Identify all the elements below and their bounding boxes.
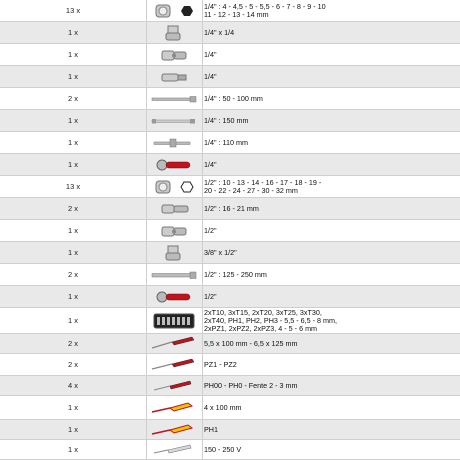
quantity: 1 x (67, 226, 78, 235)
table-row (0, 440, 460, 460)
description: 1/4" : 50 - 100 mm (204, 93, 263, 103)
table-row (0, 308, 460, 334)
quantity: 1 x (67, 425, 78, 434)
description: 1/4" : 110 mm (204, 137, 248, 147)
quantity: 1 x (67, 403, 78, 412)
quantity: 1 x (67, 292, 78, 301)
ratchet-icon (146, 154, 202, 175)
table-row (0, 354, 460, 376)
table-row (0, 264, 460, 286)
table-row (0, 66, 460, 88)
table-row (0, 0, 460, 22)
description: 2xT10, 3xT15, 2xT20, 3xT25, 3xT30, 2xT40, PH1, PH2, PH3 - 5,5 - 6,5 - 8 mm, 2xPZ1, 2xPZ2, 2xPZ3, 4 - 5 - 6 mm (204, 307, 338, 333)
table-row (0, 376, 460, 396)
table-row (0, 396, 460, 420)
description: 1/4" (204, 49, 217, 59)
table-row (0, 198, 460, 220)
adapter-icon (146, 22, 202, 43)
description: PH00 - PH0 - Fente 2 - 3 mm (204, 380, 298, 390)
bit-set-icon (146, 308, 202, 333)
description: 3/8" x 1/2" (204, 247, 237, 257)
quantity: 4 x (67, 381, 78, 390)
table-row (0, 154, 460, 176)
table-row (0, 220, 460, 242)
hex-socket-icon (146, 0, 202, 21)
universal-joint-icon (146, 44, 202, 65)
quantity: 2 x (67, 270, 78, 279)
spark-plug-socket-icon (146, 198, 202, 219)
table-row (0, 110, 460, 132)
quantity: 1 x (67, 316, 78, 325)
quantity: 2 x (67, 204, 78, 213)
quantity: 1 x (67, 28, 78, 37)
description: 1/2" (204, 225, 217, 235)
t-bar-icon (146, 132, 202, 153)
pozidriv-screwdriver-icon (146, 354, 202, 375)
table-row (0, 44, 460, 66)
flat-screwdriver-icon (146, 334, 202, 353)
table-row (0, 420, 460, 440)
hex-socket-icon (146, 176, 202, 197)
description: 1/2" : 10 - 13 - 14 - 16 - 17 - 18 - 19 - 20 - 22 - 24 - 27 - 30 - 32 mm (204, 177, 322, 195)
spinner-handle-icon (146, 66, 202, 87)
description: PZ1 - PZ2 (204, 359, 237, 369)
quantity: 1 x (67, 160, 78, 169)
description: 1/4" x 1/4 (204, 27, 235, 37)
quantity: 13 x (65, 6, 81, 15)
description: 1/2" : 125 - 250 mm (204, 269, 267, 279)
table-row (0, 22, 460, 44)
description: PH1 (204, 424, 218, 434)
table-row (0, 334, 460, 354)
table-row (0, 176, 460, 198)
column-divider (146, 0, 147, 460)
quantity: 2 x (67, 360, 78, 369)
quantity: 1 x (67, 50, 78, 59)
flex-extension-icon (146, 110, 202, 131)
description: 1/2" : 16 - 21 mm (204, 203, 259, 213)
table-row (0, 132, 460, 154)
description: 1/4" (204, 159, 217, 169)
ratchet-icon (146, 286, 202, 307)
quantity: 1 x (67, 248, 78, 257)
description: 1/4" (204, 71, 217, 81)
extension-bar-icon (146, 264, 202, 285)
quantity: 2 x (67, 94, 78, 103)
quantity: 1 x (67, 116, 78, 125)
table-row (0, 286, 460, 308)
description: 5,5 x 100 mm - 6,5 x 125 mm (204, 338, 298, 348)
table-row (0, 242, 460, 264)
quantity: 1 x (67, 445, 78, 454)
quantity: 1 x (67, 138, 78, 147)
insulated-flat-screwdriver-icon (146, 396, 202, 419)
quantity: 2 x (67, 339, 78, 348)
insulated-phillips-screwdriver-icon (146, 420, 202, 439)
description: 150 - 250 V (204, 444, 242, 454)
description: 1/2" (204, 291, 217, 301)
voltage-tester-icon (146, 440, 202, 459)
adapter-icon (146, 242, 202, 263)
table-row (0, 88, 460, 110)
quantity: 13 x (65, 182, 81, 191)
column-divider (202, 0, 203, 460)
extension-bar-icon (146, 88, 202, 109)
precision-screwdriver-icon (146, 376, 202, 395)
description: 1/4" : 4 - 4,5 - 5 - 5,5 - 6 - 7 - 8 - 9 - 10 11 - 12 - 13 - 14 mm (204, 1, 326, 19)
universal-joint-icon (146, 220, 202, 241)
description: 1/4" : 150 mm (204, 115, 249, 125)
description: 4 x 100 mm (204, 402, 242, 412)
quantity: 1 x (67, 72, 78, 81)
